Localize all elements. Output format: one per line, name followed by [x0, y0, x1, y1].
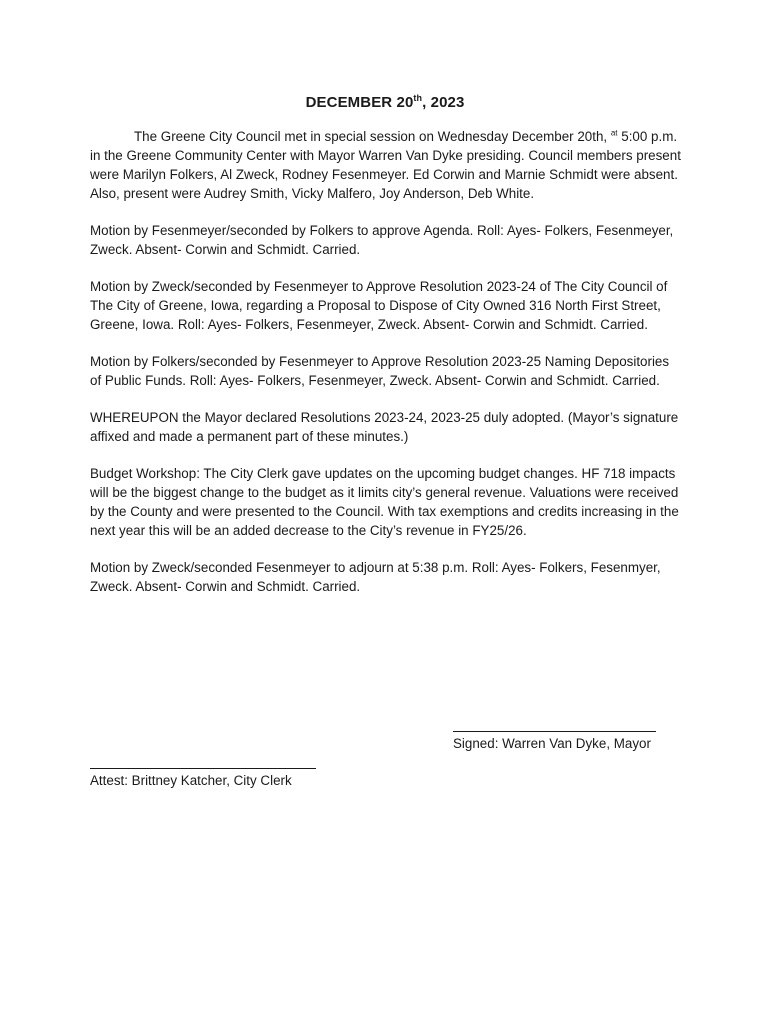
minutes-body	[90, 127, 682, 614]
paragraph-adjourn-motion: Motion by Zweck/seconded Fesenmeyer to adjourn at 5:38 p.m. Roll: Ayes- Folkers, Fesenmyer, Zweck. Absent- Corwin and Schmidt. Carried.	[90, 560, 661, 594]
mayor-signature-line	[453, 731, 656, 732]
clerk-attest-label: Attest: Brittney Katcher, City Clerk	[90, 773, 292, 788]
intro-superscript: at	[610, 128, 618, 138]
paragraph-whereupon: WHEREUPON the Mayor declared Resolutions 2023-24, 2023-25 duly adopted. (Mayor’s signature affixed and made a permanent part of these minutes.)	[90, 410, 679, 444]
intro-text-a: The Greene City Council met in special session on Wednesday December 20th,	[134, 129, 611, 144]
paragraph-resolution-2023-25: Motion by Folkers/seconded by Fesenmeyer to Approve Resolution 2023-25 Naming Depositories of Public Funds. Roll: Ayes- Folkers, Fesenmeyer, Zweck. Absent- Corwin and Schmidt. Carried.	[90, 354, 670, 388]
page-title	[0, 94, 770, 111]
paragraph-session-intro	[90, 127, 682, 203]
title-date: DECEMBER 20	[305, 94, 414, 111]
mayor-signature-label: Signed: Warren Van Dyke, Mayor	[453, 736, 651, 751]
title-date-suffix: th	[413, 93, 423, 103]
clerk-signature-line	[90, 768, 316, 769]
paragraph-resolution-2023-24: Motion by Zweck/seconded by Fesenmeyer to Approve Resolution 2023-24 of The City Council of The City of Greene, Iowa, regarding a Proposal to Dispose of City Owned 316 North First Street, Greene, Iowa. Roll: Ayes- Folkers, Fesenmeyer, Zweck. Absent- Corwin and Schmidt. Carried.	[90, 279, 668, 332]
paragraph-agenda-motion: Motion by Fesenmeyer/seconded by Folkers to approve Agenda. Roll: Ayes- Folkers, Fesenmeyer, Zweck. Absent- Corwin and Schmidt. Carried.	[90, 223, 674, 257]
paragraph-budget-workshop: Budget Workshop: The City Clerk gave updates on the upcoming budget changes. HF 718 impacts will be the biggest change to the budget as it limits city’s general revenue. Valuations were received by the County and were presented to the Council. With tax exemptions and credits increasing in the next year this will be an added decrease to the City’s revenue in FY25/26.	[90, 466, 679, 538]
intro-text-b: 5:00 p.m. in the Greene Community Center with Mayor Warren Van Dyke presiding. Council members present were Marilyn Folkers, Al Zweck, Rodney Fesenmeyer. Ed Corwin and Marnie Schmidt were absent. Also, present were Audrey Smith, Vicky Malfero, Joy Anderson, Deb White.	[90, 129, 681, 201]
title-year: , 2023	[422, 94, 465, 111]
